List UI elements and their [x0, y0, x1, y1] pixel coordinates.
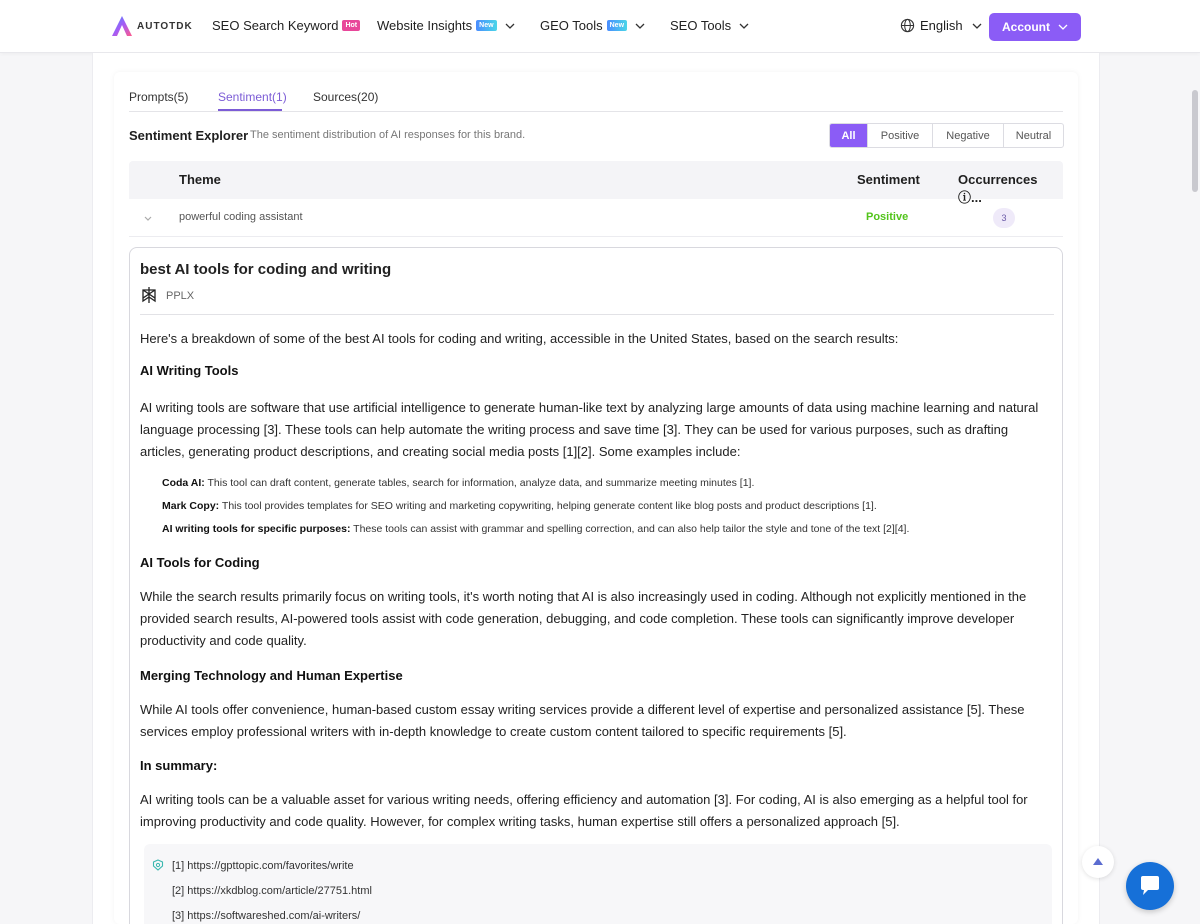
list-item-title: AI writing tools for specific purposes: [162, 523, 351, 535]
section-heading: AI Tools for Coding [140, 555, 260, 570]
list-item [162, 477, 754, 489]
reference-url: https://softwareshed.com/ai-writers/ [187, 910, 361, 922]
chat-bubble-icon [1138, 875, 1162, 897]
column-header-sentiment: Sentiment [857, 172, 920, 187]
hot-badge: Hot [342, 20, 360, 31]
reference-link[interactable] [172, 910, 360, 922]
sentiment-explorer-description: The sentiment distribution of AI responses for this brand. [250, 129, 526, 141]
nav-label: SEO Tools [670, 18, 732, 33]
reference-link[interactable] [172, 885, 372, 897]
chat-support-button[interactable] [1126, 862, 1174, 910]
tab-prompts[interactable]: Prompts(5) [129, 90, 189, 104]
reference-url: https://gpttopic.com/favorites/write [187, 860, 354, 872]
perplexity-icon [141, 286, 157, 304]
filter-positive[interactable]: Positive [867, 124, 932, 147]
reference-index: [2] [172, 885, 185, 897]
filter-neutral[interactable]: Neutral [1003, 124, 1063, 147]
tab-sentiment[interactable]: Sentiment(1) [218, 90, 287, 104]
expand-chevron-icon[interactable] [143, 213, 153, 223]
chevron-down-icon [505, 21, 515, 31]
link-reference-icon [152, 859, 164, 871]
ai-response-panel [129, 247, 1063, 924]
list-item-text: This tool can draft content, generate tables, search for information, analyze data, and summarize meeting minutes [1]. [204, 477, 755, 489]
column-header-occurrences[interactable]: Occurrences ⓘ... [958, 172, 1038, 205]
reference-link[interactable] [172, 860, 354, 872]
response-paragraph: AI writing tools can be a valuable asset for various writing needs, offering efficiency and automation [3]. For coding, AI is also emerging as a helpful tool for improving productivity and code quality. However, for complex writing tasks, human expertise still offers a personalized approach [5]. [140, 792, 1028, 829]
divider [140, 314, 1054, 315]
page-scrollbar[interactable] [1192, 90, 1198, 192]
table-row[interactable] [129, 199, 1063, 237]
nav-seo-tools[interactable] [670, 18, 749, 33]
row-theme: powerful coding assistant [179, 211, 303, 223]
response-paragraph: AI writing tools are software that use artificial intelligence to generate human-like text by analyzing large amounts of data using machine learning and natural language processing [3]. These tools can help automate the writing process and save time [3]. They can be used for various purposes, such as drafting articles, generating product descriptions, and creating social media posts [1][2]. Some examples include: [140, 400, 1039, 459]
list-item [162, 523, 909, 535]
response-paragraph: While AI tools offer convenience, human-based custom essay writing services provide a different level of expertise and personalized assistance [5]. These services employ professional writers with in-depth knowledge to create custom content tailored to specific requirements [5]. [140, 702, 1025, 739]
chevron-down-icon [739, 21, 749, 31]
nav-website-insights[interactable] [377, 18, 515, 33]
top-navigation [0, 0, 1200, 53]
response-paragraph: While the search results primarily focus on writing tools, it's worth noting that AI is also increasingly used in coding. Although not explicitly mentioned in the provided search results, AI-powered tools assist with code generation, debugging, and code completion. These tools can significantly improve developer productivity and code quality. [140, 589, 1027, 648]
nav-label: SEO Search Keyword [212, 18, 339, 33]
account-label: Account [1002, 20, 1050, 34]
account-button[interactable] [989, 13, 1081, 41]
response-source-label: PPLX [166, 290, 195, 302]
section-heading: Merging Technology and Human Expertise [140, 668, 403, 683]
new-badge: New [607, 20, 627, 31]
response-prompt-title: best AI tools for coding and writing [140, 261, 392, 278]
arrow-up-icon [1092, 857, 1104, 867]
filter-all[interactable]: All [830, 124, 867, 147]
nav-label: GEO Tools [540, 18, 603, 33]
table-header [129, 161, 1063, 205]
row-occurrences-badge: 3 [993, 208, 1015, 228]
nav-geo-tools[interactable] [540, 18, 645, 33]
new-badge: New [476, 20, 496, 31]
list-item-title: Mark Copy: [162, 500, 220, 512]
chevron-down-icon [972, 21, 982, 31]
reference-url: https://xkdblog.com/article/27751.html [187, 885, 372, 897]
filter-negative[interactable]: Negative [932, 124, 1003, 147]
nav-seo-search-keyword[interactable] [212, 18, 360, 33]
language-label: English [920, 18, 963, 33]
chevron-down-icon [1058, 22, 1068, 32]
references-box [144, 844, 1052, 924]
globe-icon [900, 18, 915, 33]
section-heading: AI Writing Tools [140, 363, 239, 378]
tab-sources[interactable]: Sources(20) [313, 90, 379, 104]
list-item-text: This tool provides templates for SEO writing and marketing copywriting, helping generate content like blog posts and product descriptions [1]. [219, 500, 877, 512]
list-item [162, 500, 877, 512]
sentiment-explorer-title: Sentiment Explorer [129, 128, 249, 143]
row-sentiment: Positive [866, 211, 909, 223]
list-item-title: Coda AI: [162, 477, 205, 489]
logo-text: AUTOTDK [137, 20, 193, 32]
logo[interactable] [110, 14, 193, 38]
nav-label: Website Insights [377, 18, 473, 33]
reference-index: [1] [172, 860, 185, 872]
list-item-text: These tools can assist with grammar and spelling correction, and can also help tailor the style and tone of the text [2][4]. [350, 523, 910, 535]
response-intro: Here's a breakdown of some of the best AI tools for coding and writing, accessible in the United States, based on the search results: [140, 331, 899, 346]
reference-index: [3] [172, 910, 185, 922]
active-tab-indicator [218, 109, 282, 111]
logo-mark-icon [110, 14, 134, 38]
chevron-down-icon [635, 21, 645, 31]
section-heading: In summary: [140, 758, 218, 773]
sentiment-filter-group [829, 123, 1064, 148]
scroll-to-top-button[interactable] [1082, 846, 1114, 878]
column-header-theme: Theme [179, 172, 221, 187]
language-selector[interactable] [900, 18, 982, 33]
